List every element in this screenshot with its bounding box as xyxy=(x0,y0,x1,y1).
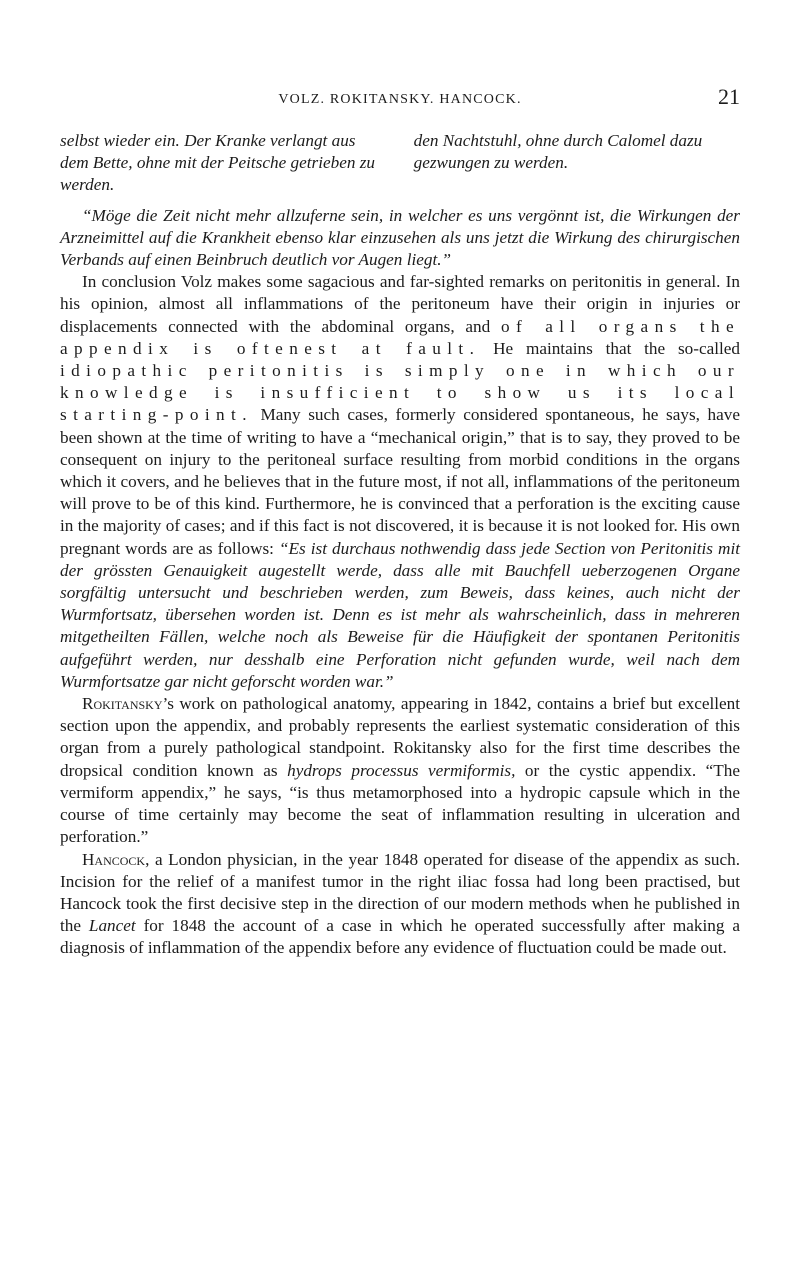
paragraph-text: , a London physician, in the year 1848 operated for disease of the appendix as such. Incision for the relief of a manifest tumor in the right iliac fossa had long been practised, but Hancock took the first decisive step in the direction of our modern methods when he published in the xyxy=(60,849,740,936)
running-head: VOLZ. ROKITANSKY. HANCOCK. xyxy=(278,92,522,107)
author-name: Rokitansky xyxy=(82,694,163,714)
verse-block xyxy=(60,130,740,197)
verse-right-column: den Nachtstuhl, ohne durch Calomel dazu gezwungen zu werden. xyxy=(413,131,703,173)
emphasized-text: idiopathic peritonitis is simply one in which our knowledge is insufficient to show us its local starting-point. xyxy=(60,361,740,425)
journal-title: Lancet xyxy=(88,916,136,936)
latin-term: hydrops processus vermiformis, xyxy=(287,760,516,780)
paragraph-text: He maintains that the so-called xyxy=(480,338,740,358)
paragraph-text: for 1848 the account of a case in which he operated successfully after making a diagnosis of inflammation of the appendix before any evidence of fluctuation could be made out. xyxy=(60,916,741,958)
verse-left-column: selbst wieder ein. Der Kranke verlangt aus dem Bette, ohne mit der Peitsche getrieben zu werden. xyxy=(60,131,376,195)
emphasized-text: of all organs the appendix is oftenest at fault. xyxy=(60,316,741,358)
german-quote-inline: “Es ist durchaus nothwendig dass jede Section von Peritonitis mit der grössten Genauigkeit augestellt werde, dass alle mit Bauchfell ueberzogenen Organe sorgfältig untersucht und beschrieben werden, zum Beweis, dass keines, auch nicht der Wurmfortsatz, übersehen worden ist. Denn es ist mehr als wahrscheinlich, dass in mehreren mitgetheilten Fällen, welche noch als Beweise für die Häufigkeit der spontanen Peritonitis aufgeführt werden, nur desshalb eine Perforation nicht gefunden wurde, weil nach dem Wurmfortsatze gar nicht geforscht worden war.” xyxy=(60,538,741,691)
paragraph-text: or the cystic appendix. “The vermiform appendix,” he says, “is thus metamorphosed into a hydropic capsule which in the course of time certainly may become the seat of inflammation resulting in ulceration and perforation.” xyxy=(60,760,741,847)
paragraph-volz xyxy=(60,271,740,693)
author-name: Hancock xyxy=(82,849,146,869)
page-body xyxy=(60,130,740,960)
german-quote: “Möge die Zeit nicht mehr allzuferne sein, in welcher es uns vergönnt ist, die Wirkungen der Arzneimittel auf die Krankheit ebenso klar einzusehen als uns jetzt die Wirkung des chirurgischen Verbands auf einen Beinbruch deutlich vor Augen liegt.” xyxy=(60,205,740,270)
paragraph-text: ’s work on pathological anatomy, appearing in 1842, contains a brief but excellent section upon the appendix, and probably represents the earliest systematic consideration of this organ from a purely pathological standpoint. Rokitansky also for the first time describes the dropsical condition known as xyxy=(60,694,740,780)
paragraph-text: In conclusion Volz makes some sagacious and far-sighted remarks on peritonitis in general. In his opinion, almost all inflammations of the peritoneum have their origin in injuries or displacements connected with the abdominal organs, and xyxy=(60,272,740,336)
paragraph-hancock xyxy=(60,849,740,960)
page-header xyxy=(60,84,740,124)
paragraph-text: Many such cases, formerly considered spontaneous, he says, have been shown at the time of writing to have a “mechanical origin,” that is to say, they proved to be consequent on injury to the peritoneal surface resulting from morbid conditions in the organs which it covers, and he believes that in the future most, if not all, inflammations of the peritoneum will prove to be of this kind. Furthermore, he is convinced that a perforation is the exciting cause in the majority of cases; and if this fact is not discovered, it is because it is not looked for. His own pregnant words are as follows: xyxy=(60,405,740,558)
page-number: 21 xyxy=(718,84,740,109)
paragraph-rokitansky xyxy=(60,693,740,848)
